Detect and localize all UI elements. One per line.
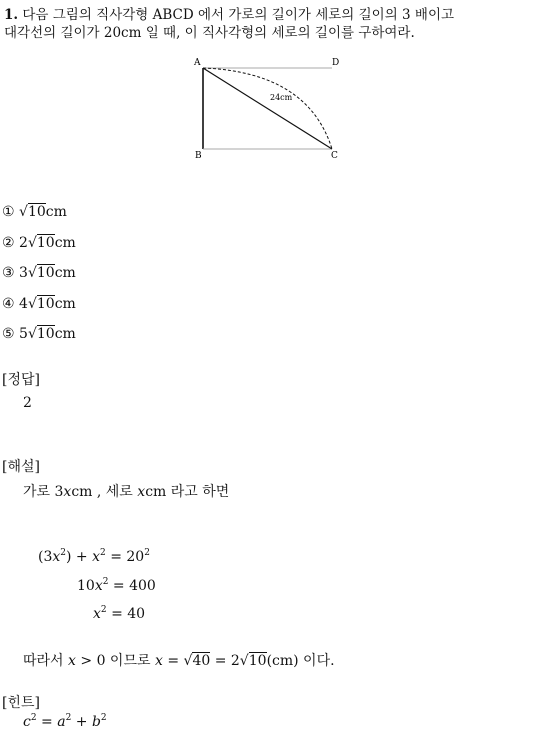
option-marker: ④ — [2, 296, 15, 312]
option-5[interactable] — [2, 326, 76, 342]
vertex-c-label: C — [331, 151, 338, 161]
question-line-2: 대각선의 길이가 20cm 일 때, 이 직사각형의 세로의 길이를 구하여라. — [4, 25, 415, 41]
explanation-heading: [해설] — [2, 459, 40, 475]
sqrt-symbol: √ — [19, 204, 28, 220]
sqrt-symbol: √ — [27, 265, 37, 281]
option-marker: ② — [2, 235, 15, 251]
rectangle-figure — [188, 52, 348, 164]
option-2[interactable] — [2, 235, 76, 251]
option-coef: 2 — [19, 235, 28, 251]
equation-2: $10x^2 = 400$ — [77, 577, 156, 594]
option-marker: ③ — [2, 265, 15, 281]
option-coef: 3 — [19, 265, 28, 281]
option-marker: ① — [2, 204, 15, 220]
equation-1: $(3x^2) + x^2 = 20^2$ — [38, 548, 150, 565]
answer-value: 2 — [23, 395, 32, 411]
vertex-a-label: A — [194, 58, 201, 68]
hint-heading: [힌트] — [2, 695, 40, 711]
option-4[interactable] — [2, 296, 76, 312]
question-text-1: 다음 그림의 직사각형 ABCD 에서 가로의 길이가 세로의 길이의 3 배이고 — [22, 7, 455, 23]
option-radicand: 10 — [36, 296, 55, 312]
hint-formula: $c^2 = a^2 + b^2$ — [23, 713, 107, 730]
option-radicand: 10 — [36, 326, 55, 342]
option-marker: ⑤ — [2, 326, 15, 342]
option-radicand: 10 — [27, 204, 46, 220]
option-unit: cm — [54, 235, 76, 251]
sqrt-symbol: √ — [27, 296, 37, 312]
sqrt-symbol: √ — [27, 326, 37, 342]
option-3[interactable] — [2, 265, 76, 281]
answer-heading: [정답] — [2, 372, 40, 388]
sqrt-symbol: √ — [27, 235, 37, 251]
diagonal-length-label: 24cm — [270, 93, 293, 102]
question-number: 1. — [4, 7, 19, 23]
option-1[interactable] — [2, 204, 67, 220]
vertex-d-label: D — [332, 58, 340, 68]
option-radicand: 10 — [36, 265, 55, 281]
option-coef: 4 — [19, 296, 28, 312]
equation-3: $x^2 = 40$ — [93, 605, 146, 622]
vertex-b-label: B — [195, 151, 202, 161]
option-coef: 5 — [19, 326, 28, 342]
option-unit: cm — [54, 326, 76, 342]
option-radicand: 10 — [36, 235, 55, 251]
option-unit: cm — [54, 265, 76, 281]
explanation-conclusion: 따라서 x > 0 이므로 x = √40 = 2√10(cm) 이다. — [23, 653, 335, 669]
option-unit: cm — [45, 204, 67, 220]
option-unit: cm — [54, 296, 76, 312]
explanation-intro: 가로 3xcm , 세로 xcm 라고 하면 — [23, 484, 230, 500]
